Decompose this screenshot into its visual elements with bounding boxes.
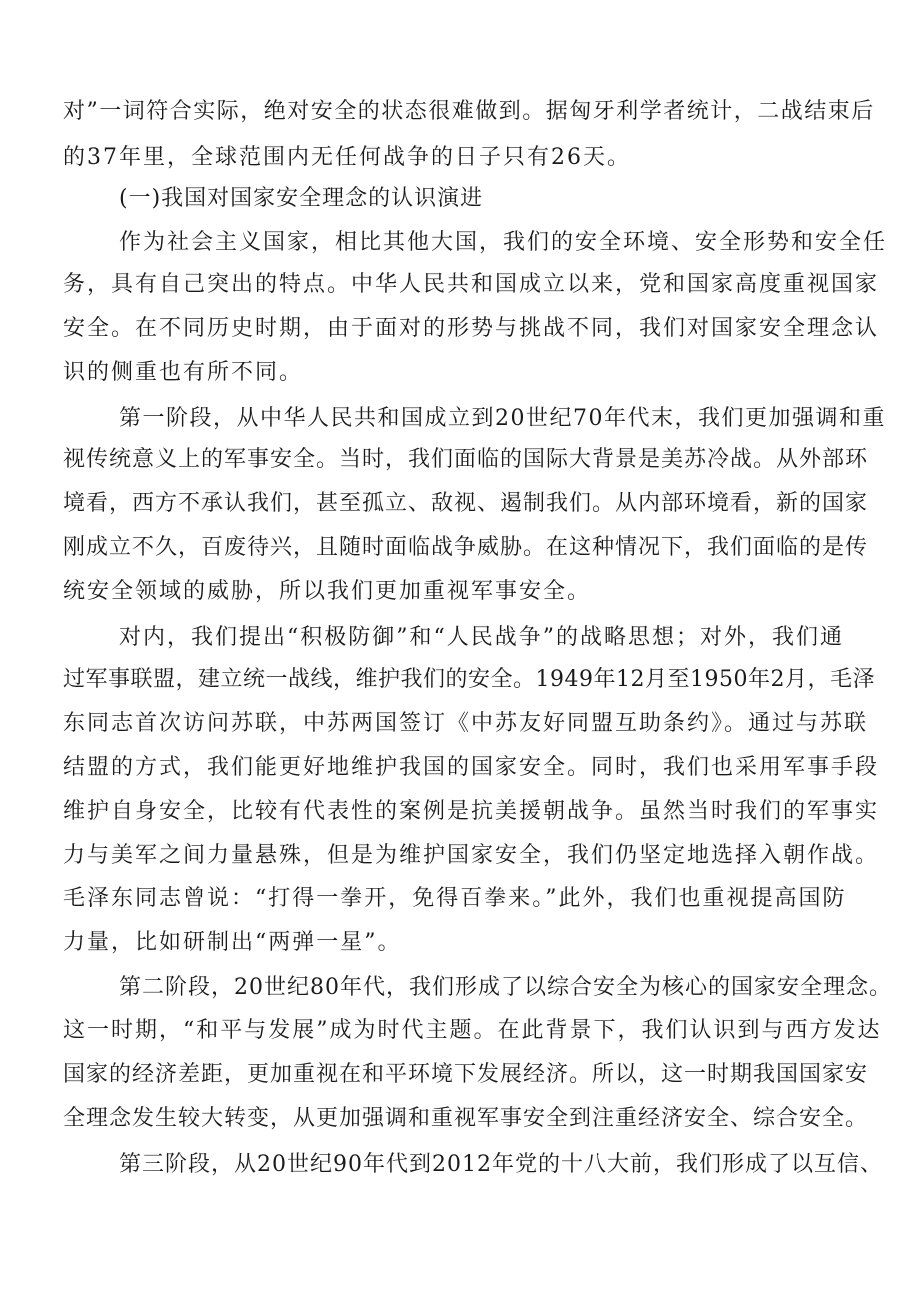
text-line: 毛泽东同志曾说：“打得一拳开，免得百拳来。”此外，我们也重视提高国防 bbox=[63, 886, 847, 911]
text-line: 维护自身安全，比较有代表性的案例是抗美援朝战争。虽然当时我们的军事实 bbox=[63, 799, 880, 824]
text-line: 刚成立不久，百废待兴，且随时面临战争威胁。在这种情况下，我们面临的是传 bbox=[63, 535, 869, 560]
text-line: 的37年里，全球范围内无任何战争的日子只有26天。 bbox=[63, 145, 631, 170]
text-line: 这一时期，“和平与发展”成为时代主题。在此背景下，我们认识到与西方发达 bbox=[63, 1018, 882, 1043]
text-line: 东同志首次访问苏联，中苏两国签订《中苏友好同盟互助条约》。通过与苏联 bbox=[63, 711, 869, 736]
text-line: 对内，我们提出“积极防御”和“人民战争”的战略思想；对外，我们通 bbox=[119, 625, 844, 650]
text-line: 安全。在不同历史时期，由于面对的形势与挑战不同，我们对国家安全理念认 bbox=[63, 316, 880, 341]
text-line: 力与美军之间力量悬殊，但是为维护国家安全，我们仍坚定地选择入朝作战。 bbox=[63, 843, 880, 868]
text-line: 第一阶段，从中华人民共和国成立到20世纪70年代末，我们更加强调和重 bbox=[119, 406, 886, 431]
text-line: 务，具有自己突出的特点。中华人民共和国成立以来，党和国家高度重视国家 bbox=[63, 272, 880, 297]
section-heading: (一)我国对国家安全理念的认识演进 bbox=[119, 186, 484, 211]
text-line: 第二阶段，20世纪80年代，我们形成了以综合安全为核心的国家安全理念。 bbox=[119, 975, 892, 1000]
text-line: 第三阶段，从20世纪90年代到2012年党的十八大前，我们形成了以互信、 bbox=[119, 1152, 883, 1177]
text-line: 国家的经济差距，更加重视在和平环境下发展经济。所以，这一时期我国国家安 bbox=[63, 1062, 869, 1087]
text-line: 识的侧重也有所不同。 bbox=[63, 360, 304, 385]
text-line: 全理念发生较大转变，从更加强调和重视军事安全到注重经济安全、综合安全。 bbox=[63, 1106, 869, 1131]
text-line: 力量，比如研制出“两弹一星”。 bbox=[63, 930, 402, 955]
text-line: 境看，西方不承认我们，甚至孤立、敌视、遏制我们。从内部环境看，新的国家 bbox=[63, 491, 869, 516]
text-line: 对”一词符合实际，绝对安全的状态很难做到。据匈牙利学者统计，二战结束后 bbox=[63, 99, 875, 124]
text-line: 过军事联盟，建立统一战线，维护我们的安全。1949年12月至1950年2月，毛泽 bbox=[63, 667, 875, 692]
text-line: 统安全领域的威胁，所以我们更加重视军事安全。 bbox=[63, 579, 592, 604]
text-line: 结盟的方式，我们能更好地维护我国的国家安全。同时，我们也采用军事手段 bbox=[63, 755, 880, 780]
text-line: 视传统意义上的军事安全。当时，我们面临的国际大背景是美苏冷战。从外部环 bbox=[63, 447, 869, 472]
text-line: 作为社会主义国家，相比其他大国，我们的安全环境、安全形势和安全任 bbox=[119, 230, 888, 255]
